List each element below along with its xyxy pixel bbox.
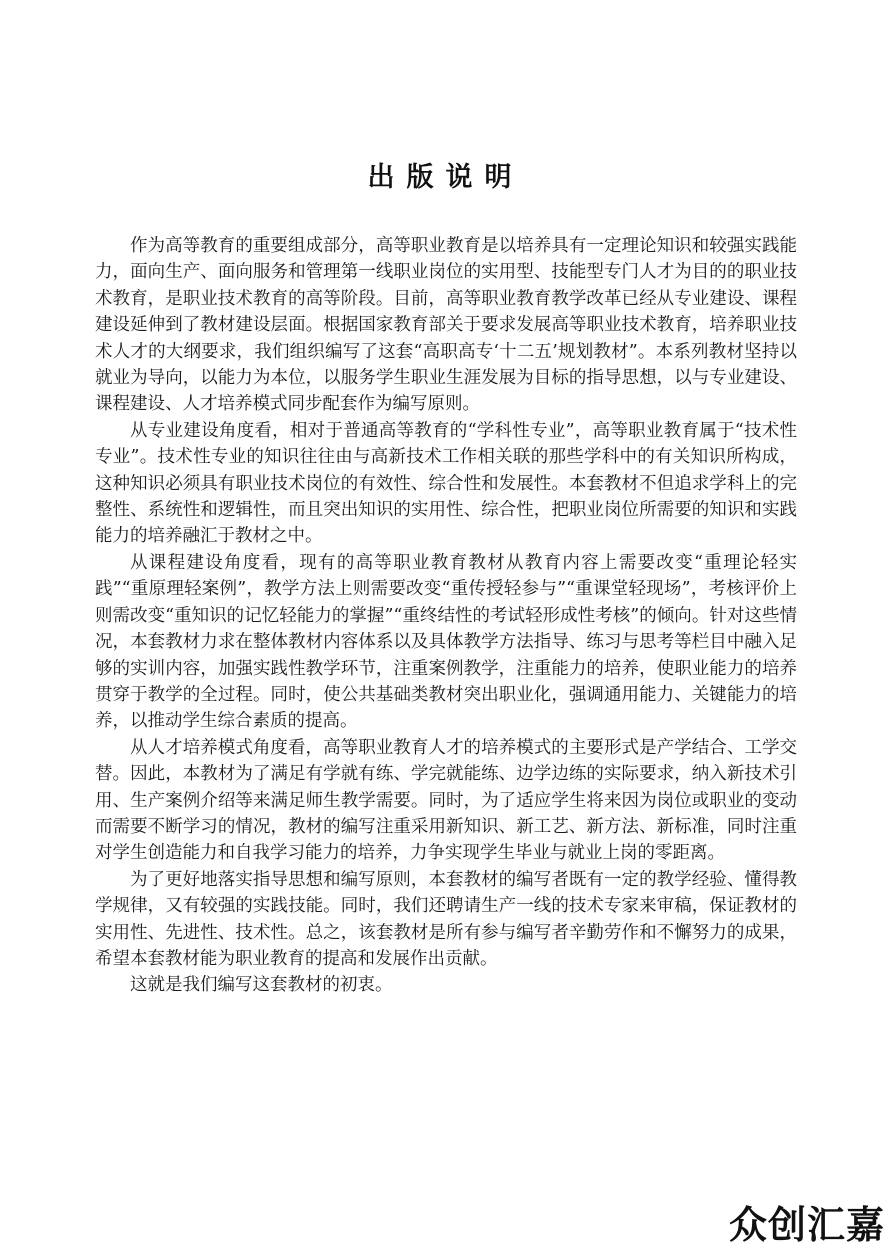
paragraph: 这就是我们编写这套教材的初衷。 xyxy=(130,975,393,996)
page-title: 出版说明 xyxy=(367,162,524,193)
paragraph: 作为高等教育的重要组成部分，高等职业教育是以培养具有一定理论知识和较强实践能力，面向生产、面向服务和管理第一线职业岗位的实用型、技能型专门人才为目的的职业技术教育，是职业技术教育的高等阶段。目前，高等职业教育教学改革已经从专业建设、课程建设延伸到了教材建设层面。根据国家教育部关于要求发展高等职业技术教育，培养职业技术人才的大纲要求，我们组织编写了这套“高职高专‘十二五’规划教材”。本系列教材坚持以就业为导向，以能力为本位，以服务学生职业生涯发展为目标的指导思想，以与专业建设、课程建设、人才培养模式同步配套作为编写原则。 xyxy=(95,236,797,415)
paragraph: 从课程建设角度看，现有的高等职业教育教材从教育内容上需要改变“重理论轻实践”“重原理轻案例”，教学方法上则需要改变“重传授轻参与”“重课堂轻现场”，考核评价上则需改变“重知识的记忆轻能力的掌握”“重终结性的考试轻形成性考核”的倾向。针对这些情况，本套教材力求在整体教材内容体系以及具体教学方法指导、练习与思考等栏目中融入足够的实训内容，加强实践性教学环节，注重案例教学，注重能力的培养，使职业能力的培养贯穿于教学的全过程。同时，使公共基础类教材突出职业化，强调通用能力、关键能力的培养，以推动学生综合素质的提高。 xyxy=(95,552,797,732)
watermark-logo: 众创汇嘉 xyxy=(728,1203,885,1247)
paragraph: 从专业建设角度看，相对于普通高等教育的“学科性专业”，高等职业教育属于“技术性专业”。技术性专业的知识往往由与高新技术工作相关联的那些学科中的有关知识所构成，这种知识必须具有职业技术岗位的有效性、综合性和发展性。本套教材不但追求学科上的完整性、系统性和逻辑性，而且突出知识的实用性、综合性，把职业岗位所需要的知识和实践能力的培养融汇于教材之中。 xyxy=(95,420,797,547)
paragraph: 从人才培养模式角度看，高等职业教育人才的培养模式的主要形式是产学结合、工学交替。因此，本教材为了满足有学就有练、学完就能练、边学边练的实际要求，纳入新技术引用、生产案例介绍等来满足师生教学需要。同时，为了适应学生将来因为岗位或职业的变动而需要不断学习的情况，教材的编写注重采用新知识、新工艺、新方法、新标准，同时注重对学生创造能力和自我学习能力的培养，力争实现学生毕业与就业上岗的零距离。 xyxy=(95,737,797,864)
body-text xyxy=(95,233,797,999)
paragraph: 为了更好地落实指导思想和编写原则，本套教材的编写者既有一定的教学经验、懂得教学规律，又有较强的实践技能。同时，我们还聘请生产一线的技术专家来审稿，保证教材的实用性、先进性、技术性。总之，该套教材是所有参与编写者辛勤劳作和不懈努力的成果，希望本套教材能为职业教育的提高和发展作出贡献。 xyxy=(95,869,797,969)
